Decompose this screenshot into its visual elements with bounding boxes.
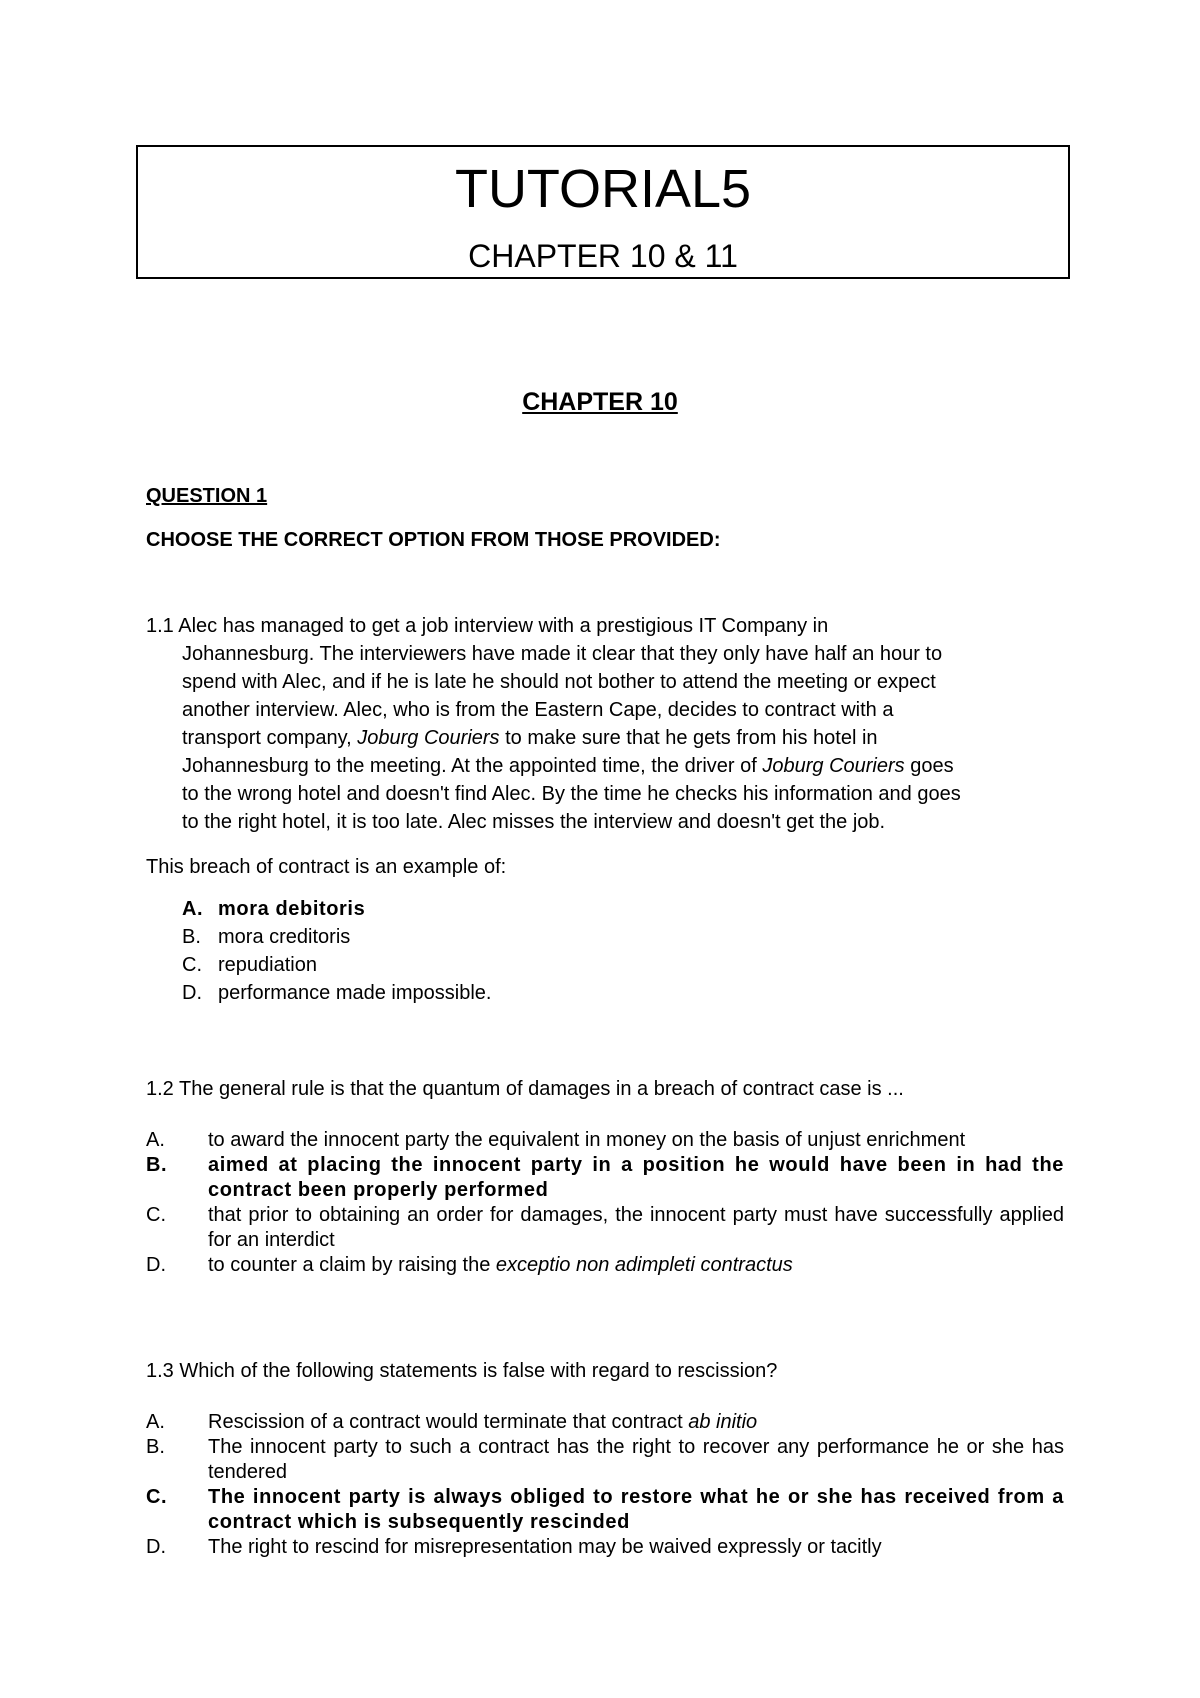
option-letter: D.	[182, 982, 202, 1004]
option-letter: B.	[182, 926, 201, 948]
document-subtitle: CHAPTER 10 & 11	[468, 238, 738, 274]
option-b-correct	[146, 1153, 1064, 1203]
option-text	[208, 1253, 1064, 1278]
option-letter: D.	[146, 1254, 166, 1276]
question-text-line: to the wrong hotel and doesn't find Alec. By the time he checks his information and goes	[182, 783, 961, 805]
question-text-line: Johannesburg. The interviewers have made it clear that they only have half an hour to	[182, 643, 943, 665]
option-d	[146, 979, 746, 1007]
text-run: goes	[904, 755, 954, 777]
question-number: 1.1	[146, 615, 174, 637]
option-letter: C.	[146, 1204, 166, 1226]
option-a	[146, 1410, 1064, 1435]
option-b	[146, 1435, 1064, 1485]
text-run: to make sure that he gets from his hotel in	[499, 727, 878, 749]
question-1-1-options	[146, 895, 746, 1007]
question-heading: QUESTION 1	[146, 485, 268, 507]
option-letter: C.	[182, 954, 202, 976]
option-letter: D.	[146, 1536, 166, 1558]
option-b	[146, 923, 746, 951]
option-d	[146, 1535, 1064, 1560]
question-text-line: another interview. Alec, who is from the Eastern Cape, decides to contract with a	[182, 699, 894, 721]
document-title: TUTORIAL5	[454, 159, 752, 219]
chapter-heading: CHAPTER 10	[522, 388, 678, 416]
question-text-line: Alec has managed to get a job interview with a prestigious IT Company in	[178, 615, 829, 637]
option-letter: A.	[146, 1129, 165, 1151]
latin-term: ab initio	[688, 1411, 758, 1433]
option-c	[146, 951, 746, 979]
option-letter: B.	[146, 1154, 168, 1176]
company-name: Joburg Couriers	[357, 727, 500, 749]
option-text	[208, 1410, 1064, 1435]
option-text: aimed at placing the innocent party in a position he would have been in had the contract been properly performed	[208, 1154, 1064, 1201]
question-text-line: to the right hotel, it is too late. Alec misses the interview and doesn't get the job.	[182, 811, 886, 833]
option-letter: C.	[146, 1486, 168, 1508]
option-c	[146, 1203, 1064, 1253]
option-text: to award the innocent party the equivalent in money on the basis of unjust enrichment	[208, 1129, 966, 1151]
option-text: that prior to obtaining an order for damages, the innocent party must have successfully applied for an interdict	[208, 1204, 1064, 1251]
option-text: mora creditoris	[218, 926, 351, 948]
instruction-text: CHOOSE THE CORRECT OPTION FROM THOSE PROVIDED:	[146, 529, 721, 551]
option-text: The innocent party is always obliged to restore what he or she has received from a contract which is subsequently rescinded	[208, 1486, 1064, 1533]
option-text: The right to rescind for misrepresentation may be waived expressly or tacitly	[208, 1536, 882, 1558]
option-letter: B.	[146, 1436, 165, 1458]
latin-term: exceptio non adimpleti contractus	[495, 1254, 793, 1276]
option-text: performance made impossible.	[218, 982, 492, 1004]
question-1-3-options	[146, 1410, 1064, 1560]
question-1-2-options	[146, 1128, 1064, 1278]
question-1-3-text: 1.3 Which of the following statements is false with regard to rescission?	[146, 1360, 778, 1382]
option-c-correct	[146, 1485, 1064, 1535]
question-1-1	[146, 612, 1066, 836]
question-text-line: spend with Alec, and if he is late he should not bother to attend the meeting or expect	[182, 671, 936, 693]
question-1-1-prompt: This breach of contract is an example of:	[146, 856, 507, 878]
option-a-correct	[146, 895, 746, 923]
option-text: The innocent party to such a contract has the right to recover any performance he or she has tendered	[208, 1436, 1064, 1483]
option-text: mora debitoris	[218, 898, 366, 920]
question-text-line	[146, 752, 1066, 780]
option-d	[146, 1253, 1064, 1278]
title-box	[136, 145, 1070, 279]
option-a	[146, 1128, 1064, 1153]
text-run: Rescission of a contract would terminate that contract	[208, 1411, 689, 1433]
question-1-2-text: 1.2 The general rule is that the quantum of damages in a breach of contract case is ...	[146, 1078, 904, 1100]
text-run: transport company,	[182, 727, 358, 749]
question-1-1-first-line	[146, 612, 1066, 640]
text-run: to counter a claim by raising the	[208, 1254, 496, 1276]
option-letter: A.	[146, 1411, 165, 1433]
company-name: Joburg Couriers	[762, 755, 905, 777]
option-text: repudiation	[218, 954, 317, 976]
question-text-line	[146, 724, 1066, 752]
option-letter: A.	[182, 898, 204, 920]
text-run: Johannesburg to the meeting. At the appointed time, the driver of	[182, 755, 763, 777]
